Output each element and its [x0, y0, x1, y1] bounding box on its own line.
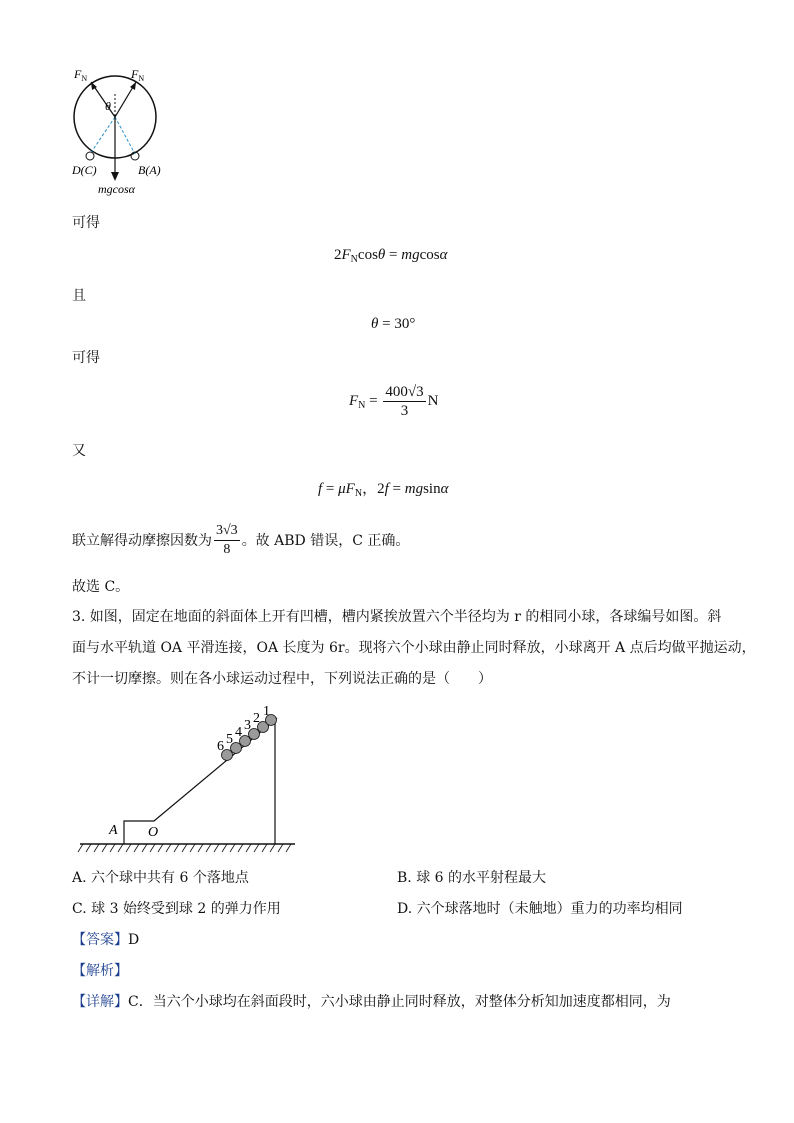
question-3-line-1: 3. 如图，固定在地面的斜面体上开有凹槽，槽内紧挨放置六个半径均为 r 的相同小球，各球编号如图。斜 — [72, 609, 722, 625]
ball-number-2: 2 — [253, 711, 260, 726]
ba-label: B(A) — [138, 163, 161, 177]
analysis-tag: 【解析】 — [72, 963, 128, 979]
text-guxuan: 故选 C。 — [72, 579, 130, 595]
force-diagram — [60, 62, 180, 197]
equation-1: $2F_N\cos\theta = mgcos\alpha$ — [334, 247, 448, 265]
text-kede-1: 可得 — [72, 215, 100, 231]
fn-right-label: $F_N$ — [131, 67, 145, 83]
theta-label: θ — [105, 99, 111, 113]
text-kede-2: 可得 — [72, 350, 100, 366]
equation-2: θ = 30° — [371, 316, 416, 332]
answer-tag: 【答案】 — [72, 932, 128, 948]
answer-line — [72, 930, 139, 950]
incline-diagram — [75, 700, 300, 860]
question-3-line-2: 面与水平轨道 OA 平滑连接，OA 长度为 6r。现将六个小球由静止同时释放，小球离开 A 点后均做平抛运动， — [72, 640, 756, 656]
equation-3: $F_N$ = $\frac{400√3}{3}$ N — [349, 384, 439, 419]
text-qie: 且 — [72, 288, 86, 304]
ball-number-4: 4 — [235, 725, 242, 740]
detail-line — [72, 992, 671, 1012]
ball-number-3: 3 — [244, 718, 251, 733]
mg-label: mgcosα — [98, 182, 135, 196]
detail-tag: 【详解】 — [72, 994, 128, 1010]
option-b: B. 球 6 的水平射程最大 — [397, 870, 546, 886]
answer-value: D — [128, 932, 140, 948]
fn-left-label: $F_N$ — [74, 67, 88, 83]
ball-number-1: 1 — [263, 704, 270, 719]
label-o: O — [148, 825, 159, 840]
label-a: A — [109, 823, 118, 838]
detail-text: C．当六个小球均在斜面段时，六小球由静止同时释放，对整体分析知加速度都相同，为 — [128, 994, 671, 1010]
equation-4: $f = \mu F_N$，2f = mgsinα — [318, 481, 449, 499]
option-c: C. 球 3 始终受到球 2 的弹力作用 — [72, 901, 281, 917]
ball-number-5: 5 — [226, 732, 233, 747]
option-a: A. 六个球中共有 6 个落地点 — [72, 870, 249, 886]
text-you: 又 — [72, 443, 86, 459]
question-3-line-3: 不计一切摩擦。则在各小球运动过程中，下列说法正确的是（ ） — [72, 671, 492, 687]
ground-hatch — [78, 844, 291, 852]
text-lianli: 联立解得动摩擦因数为 $\frac{3√3}{8}$ 。故 ABD 错误，C 正确。 — [72, 523, 410, 557]
ball-number-6: 6 — [217, 739, 224, 754]
dc-label: D(C) — [72, 163, 97, 177]
option-d: D. 六个球落地时（未触地）重力的功率均相同 — [397, 901, 683, 917]
